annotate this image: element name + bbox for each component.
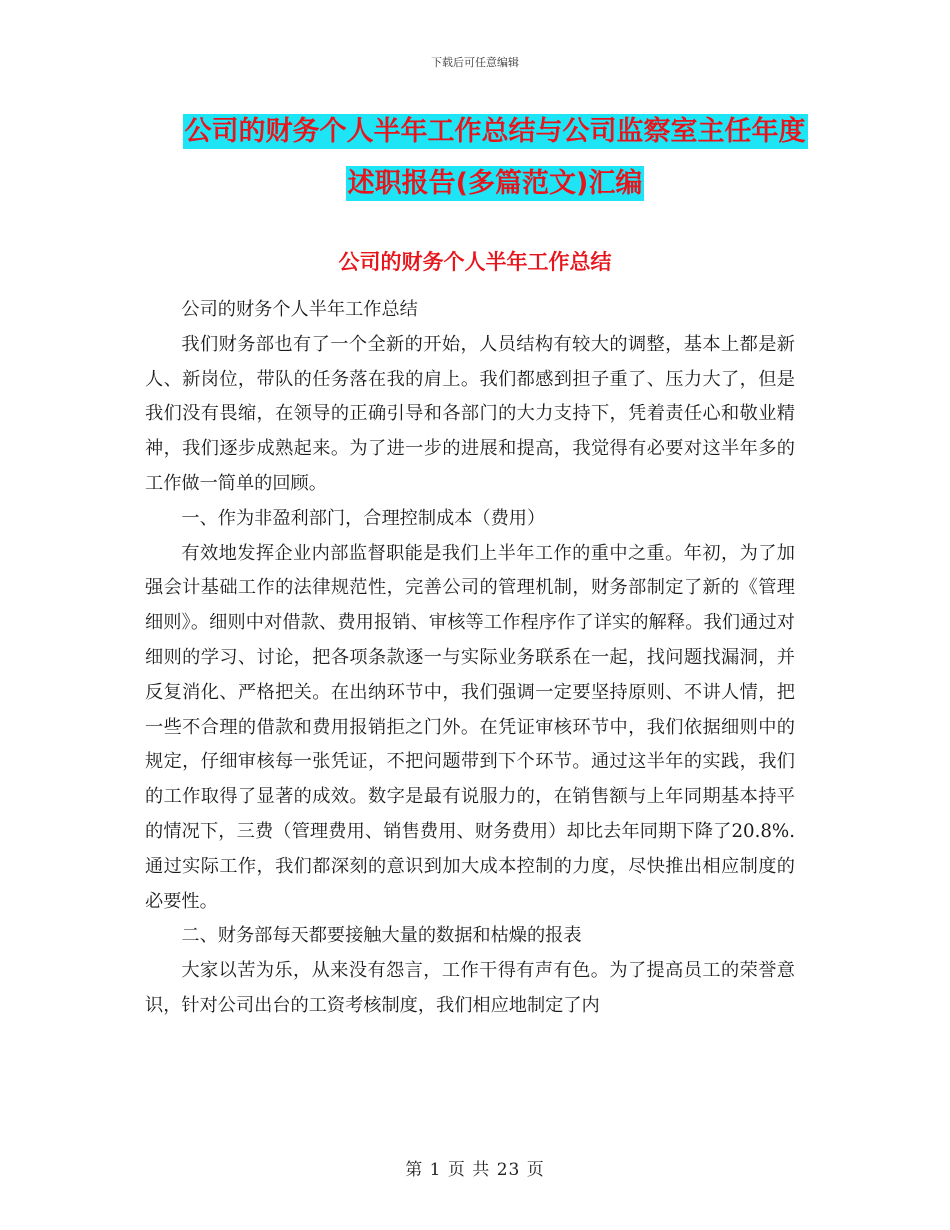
paragraph-cost-control: 有效地发挥企业内部监督职能是我们上半年工作的重中之重。年初，为了加强会计基础工作的法律规范性，完善公司的管理机制，财务部制定了新的《管理细则》。细则中对借款、费用报销、审核等工作程序作了详实的解释。我们通过对细则的学习、讨论，把各项条款逐一与实际业务联系在一起，找问题找漏洞，并反复消化、严格把关。在出纳环节中，我们强调一定要坚持原则、不讲人情，把一些不合理的借款和费用报销拒之门外。在凭证审核环节中，我们依据细则中的规定，仔细审核每一张凭证，不把问题带到下个环节。通过这半年的实践，我们的工作取得了显著的成效。数字是最有说服力的，在销售额与上年同期基本持平的情况下，三费（管理费用、销售费用、财务费用）却比去年同期下降了20.8%.通过实际工作，我们都深刻的意识到加大成本控制的力度，尽快推出相应制度的必要性。 (145, 542, 795, 912)
page-footer: 第 1 页 共 23 页 (405, 1160, 545, 1180)
header-note: 下载后可任意编辑 (431, 56, 519, 69)
document-title-line2: 述职报告(多篇范文)汇编 (347, 168, 643, 199)
document-body (145, 293, 795, 1024)
paragraph-staff: 大家以苦为乐，从来没有怨言，工作干得有声有色。为了提高员工的荣誉意识，针对公司出台的工资考核制度，我们相应地制定了内 (145, 960, 795, 1016)
document-title-line1: 公司的财务个人半年工作总结与公司监察室主任年度 (184, 116, 806, 147)
document-title (150, 106, 840, 210)
paragraph-intro: 我们财务部也有了一个全新的开始，人员结构有较大的调整，基本上都是新人、新岗位，带队的任务落在我的肩上。我们都感到担子重了、压力大了，但是我们没有畏缩，在领导的正确引导和各部门的大力支持下，凭着责任心和敬业精神，我们逐步成熟起来。为了进一步的进展和提高，我觉得有必要对这半年多的工作做一简单的回顾。 (145, 333, 795, 494)
paragraph-subtitle: 公司的财务个人半年工作总结 (181, 299, 418, 320)
paragraph-heading-2: 二、财务部每天都要接触大量的数据和枯燥的报表 (181, 925, 582, 947)
section-title: 公司的财务个人半年工作总结 (338, 250, 612, 274)
paragraph-heading-1: 一、作为非盈利部门，合理控制成本（费用） (181, 507, 546, 529)
